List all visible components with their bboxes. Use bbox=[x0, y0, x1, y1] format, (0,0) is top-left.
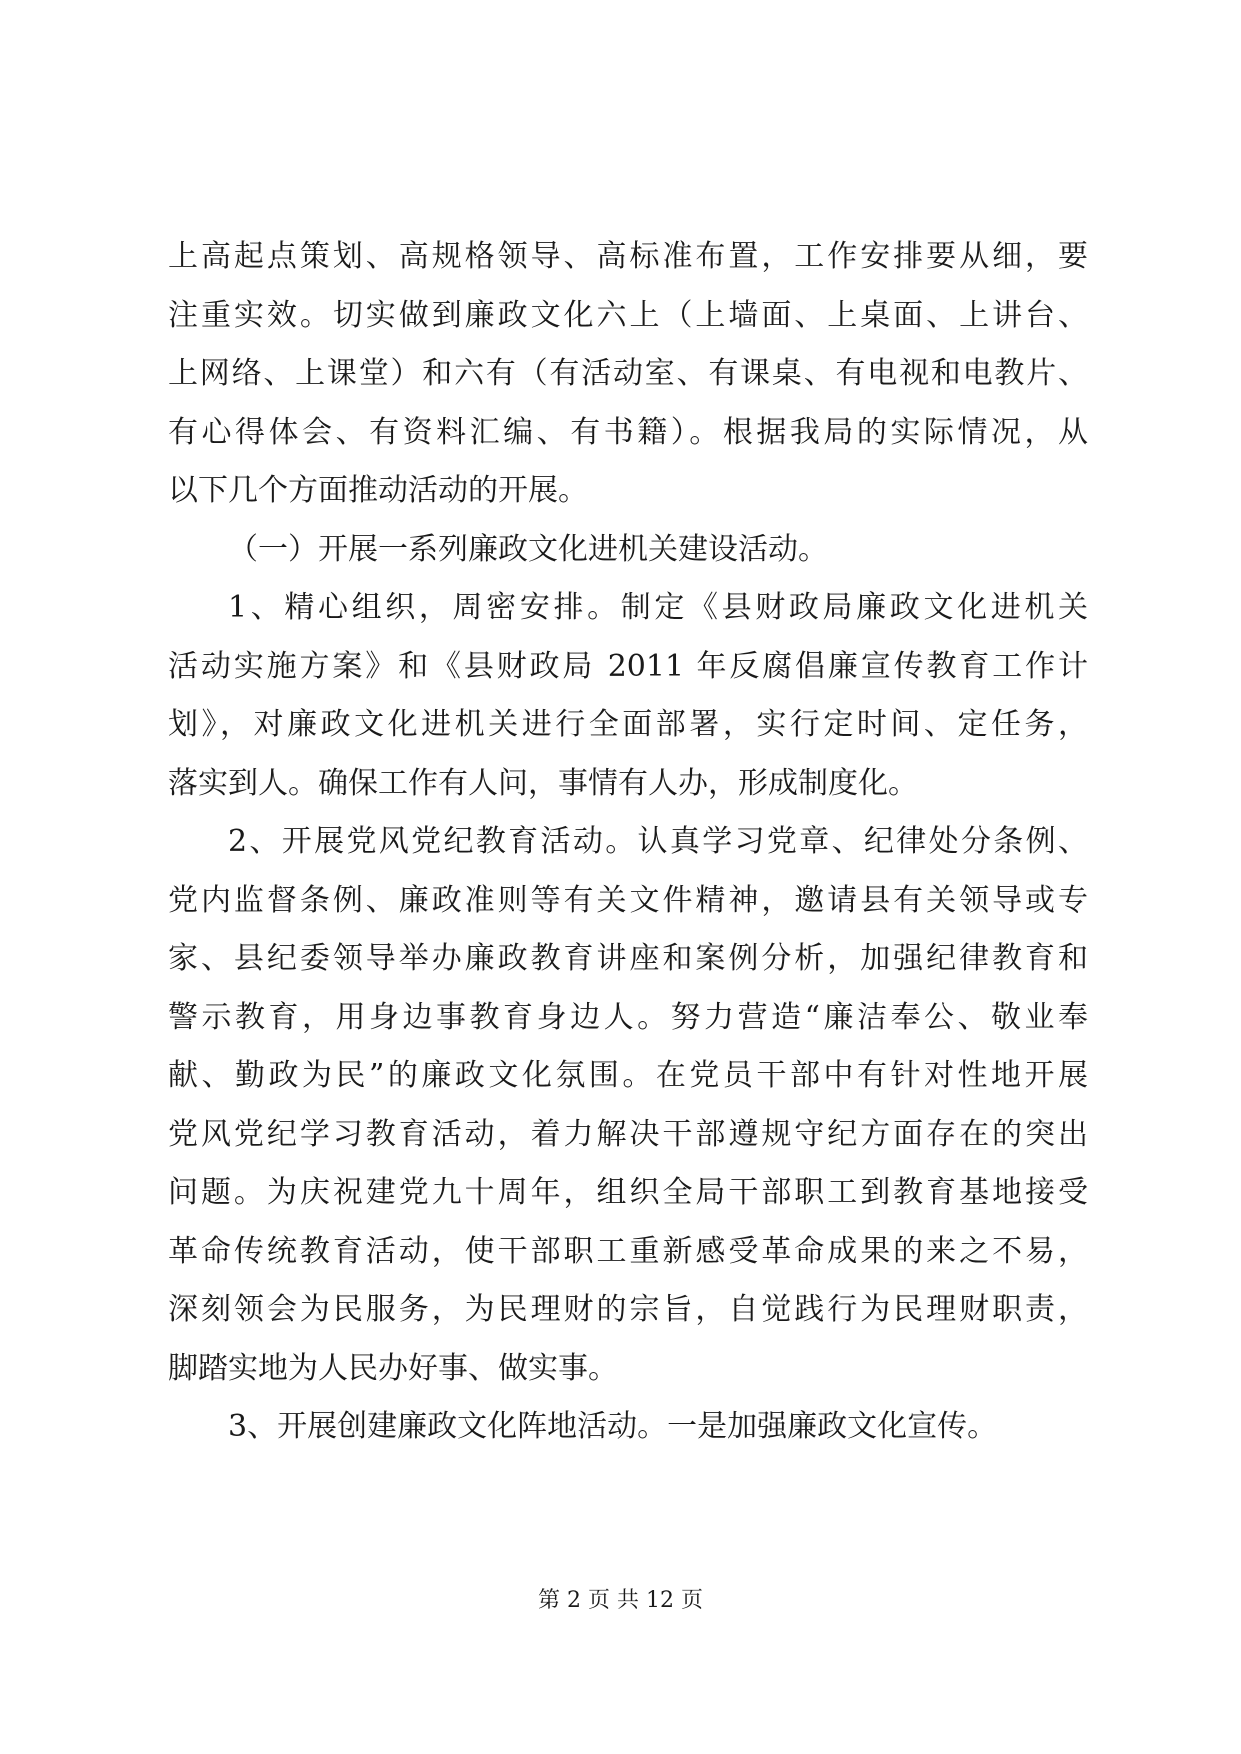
text-line: 党风党纪学习教育活动，着力解决干部遵规守纪方面存在的突出 bbox=[168, 1116, 1088, 1152]
text-line: 划》，对廉政文化进机关进行全面部署，实行定时间、定任务， bbox=[168, 707, 1088, 742]
text-line: 献、勤政为民”的廉政文化氛围。在党员干部中有针对性地开展 bbox=[168, 1058, 1088, 1093]
text-line: （一）开展一系列廉政文化进机关建设活动。 bbox=[228, 531, 828, 567]
text-line: 革命传统教育活动，使干部职工重新感受革命成果的来之不易， bbox=[168, 1233, 1088, 1269]
text-line: 以下几个方面推动活动的开展。 bbox=[168, 473, 588, 508]
page-footer: 第 2 页 共 12 页 bbox=[538, 1588, 703, 1613]
text-line: 1、精心组织，周密安排。制定《县财政局廉政文化进机关 bbox=[228, 590, 1088, 625]
text-line: 落实到人。确保工作有人问，事情有人办，形成制度化。 bbox=[168, 765, 918, 801]
text-line: 脚踏实地为人民办好事、做实事。 bbox=[168, 1350, 618, 1386]
text-line: 上网络、上课堂）和六有（有活动室、有课桌、有电视和电教片、 bbox=[168, 356, 1088, 391]
text-line: 问题。为庆祝建党九十周年，组织全局干部职工到教育基地接受 bbox=[168, 1175, 1088, 1210]
text-line: 警示教育，用身边事教育身边人。努力营造“廉洁奉公、敬业奉 bbox=[168, 999, 1088, 1035]
text-line: 2、开展党风党纪教育活动。认真学习党章、纪律处分条例、 bbox=[228, 824, 1088, 859]
text-line: 活动实施方案》和《县财政局 2011 年反腐倡廉宣传教育工作计 bbox=[168, 648, 1088, 684]
text-line: 有心得体会、有资料汇编、有书籍）。根据我局的实际情况，从 bbox=[168, 414, 1088, 450]
text-line: 深刻领会为民服务，为民理财的宗旨，自觉践行为民理财职责， bbox=[168, 1292, 1088, 1327]
text-line: 上高起点策划、高规格领导、高标准布置，工作安排要从细，要 bbox=[168, 239, 1088, 274]
text-line: 家、县纪委领导举办廉政教育讲座和案例分析，加强纪律教育和 bbox=[168, 941, 1088, 976]
text-line: 党内监督条例、廉政准则等有关文件精神，邀请县有关领导或专 bbox=[168, 882, 1088, 918]
document-body bbox=[168, 228, 1088, 1457]
text-line: 3、开展创建廉政文化阵地活动。一是加强廉政文化宣传。 bbox=[228, 1409, 998, 1444]
text-line: 注重实效。切实做到廉政文化六上（上墙面、上桌面、上讲台、 bbox=[168, 297, 1088, 333]
